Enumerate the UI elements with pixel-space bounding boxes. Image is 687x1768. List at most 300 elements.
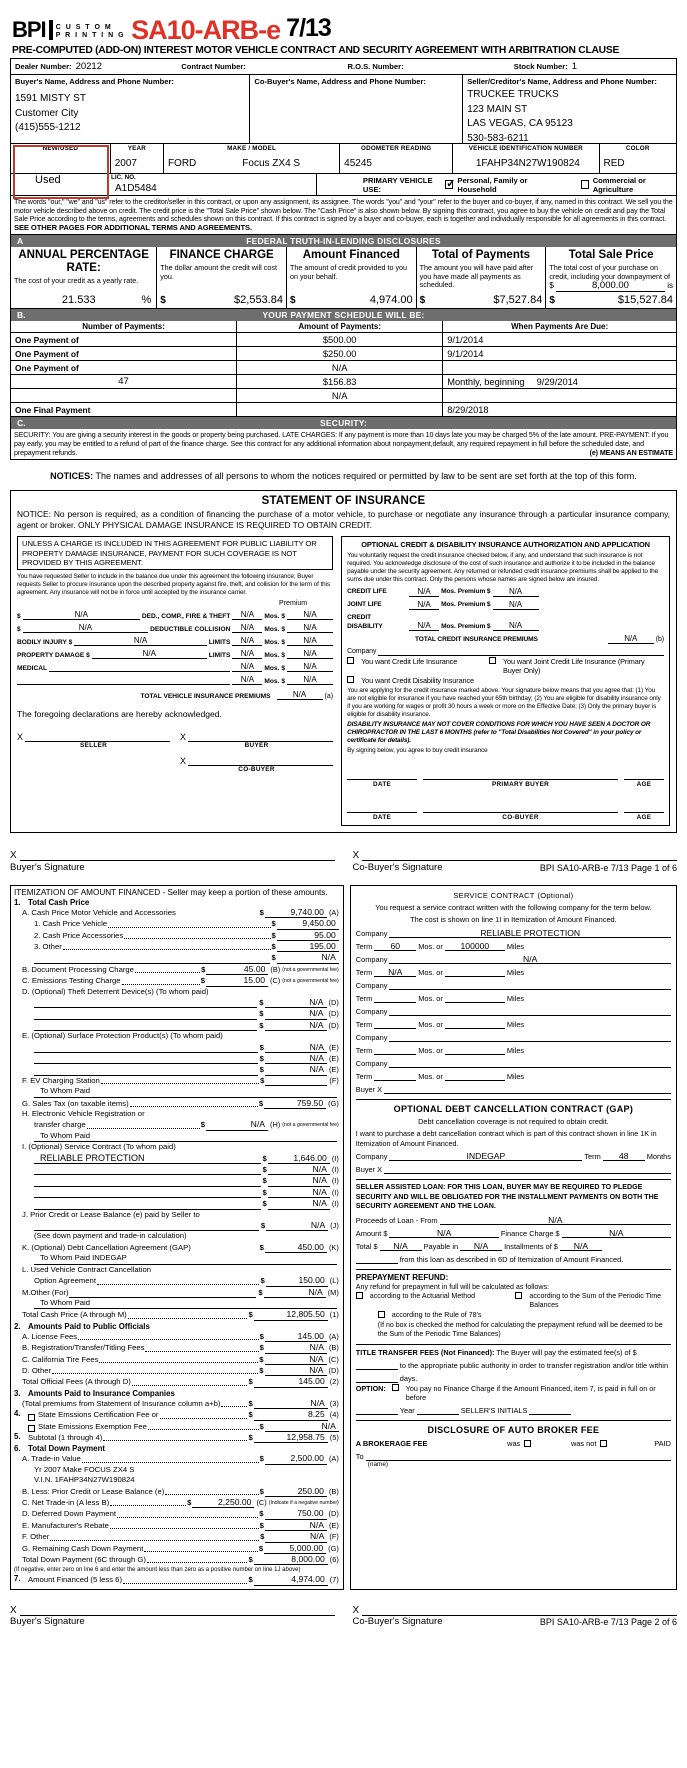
- line-suffix: (D): [328, 1009, 339, 1019]
- cobuyer2-line[interactable]: [423, 800, 618, 813]
- dollar-sign: $: [259, 1486, 264, 1496]
- dollar-sign: $: [200, 976, 205, 986]
- line-blank[interactable]: [34, 1166, 261, 1175]
- dollar-sign: $: [259, 1343, 264, 1353]
- line-amount[interactable]: 95.00: [277, 930, 339, 941]
- line-suffix: (A): [328, 907, 339, 917]
- sc-mos-label: Mos. or: [418, 967, 443, 977]
- contract-number-field[interactable]: [177, 62, 343, 71]
- line-amount[interactable]: 145.00: [254, 1376, 328, 1387]
- line-blank[interactable]: [34, 1044, 258, 1053]
- prepayment-option-1: [356, 1292, 671, 1310]
- sc-miles-value[interactable]: [445, 993, 505, 1003]
- sum-periodic-checkbox[interactable]: [515, 1292, 522, 1299]
- service-contract-title: [356, 890, 671, 900]
- section-3-items: [14, 1398, 339, 1409]
- sc-miles-value[interactable]: [445, 1019, 505, 1029]
- service-contract-rows: [356, 928, 671, 1081]
- sc-term-value[interactable]: N/A: [374, 967, 416, 977]
- dollar-sign: $: [248, 1432, 253, 1442]
- stock-number-field[interactable]: [510, 61, 676, 72]
- option-text: You pay no Finance Charge if the Amount Financed, item 7, is paid in full on or before: [405, 1384, 656, 1403]
- preamble-block: [10, 196, 677, 235]
- section-a-title: FEDERAL TRUTH-IN-LENDING DISCLOSURES: [246, 236, 441, 247]
- buyer-sig-line[interactable]: [20, 849, 335, 861]
- x-mark: X: [352, 1604, 360, 1616]
- itemization-line: [14, 1020, 339, 1031]
- company-value[interactable]: [378, 655, 664, 656]
- buyer-sig-caption: Buyer's Signature: [10, 1615, 85, 1627]
- section-b-bar: [10, 309, 677, 321]
- age2-block[interactable]: [624, 800, 664, 822]
- line-premium[interactable]: N/A: [287, 649, 333, 659]
- row-num: One Payment of: [11, 333, 237, 346]
- line-amount[interactable]: N/A: [277, 952, 339, 963]
- line-blank[interactable]: [34, 999, 257, 1008]
- sc-company-value[interactable]: [389, 1058, 671, 1068]
- joint-life-prem-label: Premium $: [457, 601, 491, 609]
- gap-term-value[interactable]: 48: [603, 1151, 645, 1161]
- line-premium[interactable]: N/A: [287, 623, 333, 633]
- title-days-value[interactable]: [356, 1373, 398, 1383]
- sc-buyer-sig[interactable]: [384, 1084, 671, 1094]
- row-due: 9/1/2014: [447, 348, 484, 359]
- amount-financed-desc: The amount of credit provided to you on your behalf.: [289, 263, 408, 281]
- title-days-label: days.: [399, 1374, 418, 1384]
- cobuyer2-block[interactable]: [423, 800, 618, 822]
- line-amount[interactable]: N/A: [74, 636, 206, 646]
- dot-leader: [165, 1487, 258, 1495]
- apr-cell: [11, 247, 157, 308]
- seller-block[interactable]: [463, 75, 676, 143]
- dollar-sign: $: [258, 1287, 263, 1297]
- broker-to-label: To: [355, 1452, 364, 1462]
- dot-leader: [123, 1576, 247, 1584]
- gap-buyer-line: [356, 1164, 671, 1174]
- section-4-wrap: [14, 1409, 339, 1432]
- actuarial-label: according to the Actuarial Method: [369, 1291, 476, 1300]
- dollar-sign: $: [259, 1365, 264, 1375]
- primary-buyer-block[interactable]: [423, 767, 618, 789]
- credit-disability-option-row: [347, 676, 664, 685]
- line-amount[interactable]: N/A: [265, 1064, 327, 1075]
- line-amount[interactable]: 150.00: [266, 1275, 328, 1286]
- line-term[interactable]: N/A: [232, 649, 262, 659]
- line-premium[interactable]: N/A: [287, 675, 333, 685]
- age2-line[interactable]: [624, 800, 664, 813]
- was-checkbox[interactable]: [524, 1440, 531, 1447]
- line-label: B. Document Processing Charge: [22, 964, 134, 974]
- credit-life-option-row: [347, 657, 664, 675]
- option-date-value[interactable]: [356, 1405, 398, 1415]
- section-2-title: Amounts Paid to Public Officials: [28, 1321, 150, 1331]
- bpi-logo: [12, 17, 125, 43]
- x-mark: X: [180, 732, 187, 743]
- joint-life-term[interactable]: N/A: [409, 600, 439, 610]
- line-blank[interactable]: [34, 1222, 259, 1231]
- line-amount[interactable]: [17, 684, 230, 685]
- line-amount[interactable]: 1,646.00: [268, 1153, 330, 1164]
- line-blank[interactable]: [34, 1011, 257, 1020]
- line-amount[interactable]: [49, 671, 230, 672]
- cobuyer-block[interactable]: [250, 75, 463, 143]
- line-label: L. Used Vehicle Contract Cancellation: [22, 1264, 152, 1274]
- line-label: F. Other: [22, 1532, 50, 1542]
- line-amount[interactable]: N/A: [265, 1020, 327, 1031]
- line-mos: Mos.: [264, 678, 280, 686]
- company-label: Company: [347, 648, 377, 656]
- cobuyer-signature-block[interactable]: [180, 753, 333, 773]
- custom-printing-label: C U S T O M P R I N T I N G: [55, 23, 126, 39]
- line-label: Amount Financed (5 less 6): [28, 1575, 123, 1585]
- age2-label: AGE: [636, 813, 652, 821]
- line-amount[interactable]: 15.00: [206, 975, 268, 986]
- line-amount[interactable]: 12,958.75: [254, 1432, 328, 1443]
- page1-buyer-sig[interactable]: [10, 849, 335, 873]
- dot-leader: [103, 1433, 247, 1441]
- line-amount[interactable]: N/A: [268, 1187, 330, 1198]
- dollar-sign: $: [248, 1398, 253, 1408]
- itemization-title: [14, 888, 339, 897]
- line-amount[interactable]: N/A: [265, 1008, 327, 1019]
- itemization-line: [14, 987, 339, 997]
- sc-company-value[interactable]: [389, 980, 671, 990]
- buyer-sig-line[interactable]: [188, 729, 333, 742]
- credit-disability-checkbox[interactable]: [347, 676, 354, 683]
- line-label: 1. Cash Price Vehicle: [34, 919, 108, 929]
- line-amount[interactable]: 8,000.00: [254, 1554, 328, 1565]
- sc-term-value[interactable]: [374, 1045, 416, 1055]
- primary-buyer-label: PRIMARY BUYER: [491, 781, 550, 789]
- sc-miles-value[interactable]: [445, 967, 505, 977]
- broker-to-line: [356, 1451, 671, 1461]
- sc-term-value[interactable]: [374, 1019, 416, 1029]
- line-blank[interactable]: [69, 1289, 257, 1298]
- page1-cobuyer-sig[interactable]: [353, 849, 678, 873]
- buyer-line-0: 1591 MISTY ST: [15, 93, 86, 104]
- rule78-checkbox[interactable]: [378, 1311, 385, 1318]
- seller-line-3: 530-583-6211: [467, 132, 529, 144]
- line-amount[interactable]: N/A: [206, 1119, 268, 1130]
- sc-miles-value[interactable]: 100000: [445, 941, 505, 951]
- sc-miles-value[interactable]: [445, 1071, 505, 1081]
- credit-disability-premium[interactable]: N/A: [493, 621, 539, 631]
- loan-tail-line: [356, 1254, 671, 1264]
- line-mos: Mos.: [264, 652, 280, 660]
- buyer-sig-line[interactable]: [20, 1604, 335, 1616]
- total-sale-price-title: Total Sale Price: [568, 249, 654, 262]
- broker-to-value[interactable]: [366, 1451, 671, 1461]
- total-payments-value-row: [420, 294, 543, 306]
- ros-number-field[interactable]: [344, 62, 510, 71]
- line-term[interactable]: N/A: [232, 610, 262, 620]
- total-sale-price-desc: The total cost of your purchase on credit, including your downpayment of: [549, 263, 670, 281]
- sc-miles-label: Miles: [506, 1045, 525, 1055]
- is-word: is: [667, 281, 673, 291]
- line-label: LIMITS: [208, 652, 231, 660]
- dollar-sign: $: [259, 1242, 264, 1252]
- line-blank[interactable]: [34, 1201, 261, 1210]
- loan-total-line: [356, 1241, 671, 1251]
- line-amount[interactable]: 250.00: [265, 1486, 327, 1497]
- line-checkbox[interactable]: [28, 1414, 35, 1421]
- option-year-value[interactable]: [417, 1405, 459, 1415]
- row-num: One Payment of: [11, 361, 237, 374]
- line-amount[interactable]: 12,805.50: [254, 1309, 328, 1320]
- line-amount[interactable]: N/A: [268, 1175, 330, 1186]
- date2-block[interactable]: [347, 800, 417, 822]
- total-sale-price-value-row: [549, 294, 673, 306]
- section-a-letter: A: [17, 236, 24, 247]
- gap-buyer-sig[interactable]: [384, 1164, 671, 1174]
- sc-term-value[interactable]: [374, 1071, 416, 1081]
- notices-line: [10, 471, 677, 481]
- line-suffix: (4): [329, 1410, 339, 1420]
- line-amount[interactable]: N/A: [254, 1398, 328, 1409]
- line-suffix: (D): [328, 1020, 339, 1030]
- line-label: G. Sales Tax (on taxable items): [22, 1098, 129, 1108]
- commercial-use-checkbox[interactable]: [581, 180, 589, 189]
- age-line[interactable]: [624, 767, 664, 780]
- section-5-wrap: [14, 1432, 339, 1443]
- dot-leader: [135, 965, 200, 973]
- section-3-title: Amounts Paid to Insurance Companies: [28, 1388, 175, 1398]
- option-checkbox[interactable]: [392, 1384, 399, 1391]
- dot-leader: [160, 1411, 248, 1419]
- buyer-block[interactable]: [11, 75, 250, 143]
- line-blank[interactable]: [34, 1189, 261, 1198]
- statement-of-insurance: [10, 490, 677, 832]
- installments-value[interactable]: N/A: [560, 1241, 602, 1251]
- line-term[interactable]: N/A: [232, 662, 262, 672]
- cobuyer-sig-line[interactable]: [362, 1604, 677, 1616]
- line-term[interactable]: N/A: [232, 636, 262, 646]
- sc-mos-label: Mos. or: [418, 1019, 443, 1029]
- total-payments-cell: [417, 247, 547, 308]
- insurance-line: [17, 662, 333, 672]
- line-amount[interactable]: 4,974.00: [254, 1574, 328, 1585]
- line-label: B. Registration/Transfer/Titling Fees: [22, 1343, 145, 1353]
- payable-value[interactable]: N/A: [460, 1241, 502, 1251]
- line-label: Total Down Payment (6C through G): [22, 1555, 146, 1565]
- cobuyer-sig-caption: CO-BUYER: [238, 766, 275, 774]
- line-amount[interactable]: N/A: [23, 610, 140, 620]
- actuarial-checkbox[interactable]: [356, 1292, 363, 1299]
- line-mos: Mos.: [264, 639, 280, 647]
- line-amount[interactable]: N/A: [268, 1164, 330, 1175]
- line-amount[interactable]: 8.25: [254, 1409, 328, 1420]
- primary-buyer-line[interactable]: [423, 767, 618, 780]
- insurance-line: [17, 649, 333, 659]
- seller-sig-line[interactable]: [25, 729, 170, 742]
- itemization-line: [14, 1198, 339, 1209]
- page2-buyer-sig[interactable]: [10, 1604, 335, 1627]
- soi-right-column: [341, 536, 670, 825]
- dollar-sign: $: [248, 1575, 253, 1585]
- line-amount[interactable]: N/A: [265, 1354, 327, 1365]
- line-amount[interactable]: 195.00: [277, 941, 339, 952]
- credit-life-term[interactable]: N/A: [409, 587, 439, 597]
- page2-cobuyer-sig[interactable]: [353, 1604, 678, 1627]
- loan-amount-value[interactable]: N/A: [389, 1228, 498, 1238]
- sc-miles-value[interactable]: [445, 1045, 505, 1055]
- line-blank[interactable]: [34, 1067, 258, 1076]
- date2-line[interactable]: [347, 800, 417, 813]
- dollar-sign: $: [262, 1176, 267, 1186]
- line-amount[interactable]: N/A: [92, 649, 207, 659]
- line-premium[interactable]: N/A: [287, 610, 333, 620]
- gap-term-label: Term: [584, 1152, 601, 1162]
- line-checkbox[interactable]: [28, 1425, 35, 1432]
- sc-company-value[interactable]: RELIABLE PROTECTION: [389, 928, 671, 938]
- credit-insurance-box: [341, 536, 670, 825]
- sellers-initials-value[interactable]: [529, 1405, 571, 1415]
- section-1-title: Total Cash Price: [28, 897, 90, 907]
- title-days-line: [356, 1373, 671, 1383]
- line-amount[interactable]: N/A: [268, 1198, 330, 1209]
- line-blank[interactable]: [34, 1055, 258, 1064]
- line-amount[interactable]: 5,000.00: [264, 1543, 326, 1554]
- line-label: (Total premiums from Statement of Insurance column a+b): [22, 1398, 221, 1408]
- finance-charge-value: $2,553.84: [234, 294, 283, 307]
- loan-total-value[interactable]: N/A: [380, 1241, 422, 1251]
- personal-use-checkbox[interactable]: [445, 180, 453, 189]
- line-amount[interactable]: N/A: [265, 1365, 327, 1376]
- line-blank[interactable]: [34, 1178, 261, 1187]
- table-row: [10, 361, 677, 375]
- sc-company-value[interactable]: [389, 1006, 671, 1016]
- line-amount[interactable]: N/A: [265, 1421, 339, 1432]
- itemization-line: [14, 1275, 339, 1286]
- credit-life-option: You want Credit Life Insurance: [361, 657, 458, 667]
- page1-page-ref: BPI SA10-ARB-e 7/13 Page 1 of 6: [539, 862, 677, 873]
- dollar-sign: $: [262, 1187, 267, 1197]
- proceeds-value[interactable]: N/A: [440, 1215, 671, 1225]
- was-not-checkbox[interactable]: [600, 1440, 607, 1447]
- dollar-sign: $: [262, 1165, 267, 1175]
- company-line: [347, 647, 664, 656]
- seller-signature-block[interactable]: [17, 729, 170, 749]
- itemization-line: [14, 1008, 339, 1019]
- line-amount[interactable]: 450.00: [265, 1242, 327, 1253]
- section-5-num: 5.: [14, 1431, 21, 1441]
- line-amount[interactable]: 45.00: [206, 964, 268, 975]
- credit-life-mos: Mos.: [441, 588, 456, 596]
- sc-company-value[interactable]: [389, 1032, 671, 1042]
- buyer-signature-block[interactable]: [180, 729, 333, 749]
- odometer-value: 45245: [340, 153, 453, 173]
- line-suffix: (1): [329, 1310, 339, 1320]
- credit-life-checkbox[interactable]: [347, 657, 354, 664]
- cobuyer-signature-row: [17, 753, 333, 773]
- line-label-named[interactable]: RELIABLE PROTECTION: [34, 1153, 261, 1164]
- gap-company-value[interactable]: INDEGAP: [389, 1151, 582, 1161]
- line-amount[interactable]: N/A: [23, 623, 148, 633]
- line-suffix: (I): [331, 1165, 339, 1175]
- bpi-logo-text: BPI: [12, 17, 46, 42]
- itemization-line: [14, 1554, 339, 1565]
- line-suffix: (D): [328, 1509, 339, 1519]
- dealer-number-field[interactable]: [11, 61, 177, 72]
- total-credit-label: TOTAL CREDIT INSURANCE PREMIUMS: [414, 635, 538, 643]
- line-amount[interactable]: N/A: [265, 1053, 327, 1064]
- signing-note: By signing below, you agree to buy credit insurance: [347, 747, 488, 755]
- line-amount[interactable]: N/A: [265, 997, 327, 1008]
- line-amount[interactable]: 2,250.00: [192, 1497, 254, 1508]
- line-amount[interactable]: 9,740.00: [265, 907, 327, 918]
- line-amount[interactable]: N/A: [265, 1042, 327, 1053]
- line-amount[interactable]: N/A: [265, 1531, 327, 1542]
- itemization-line: [14, 1331, 339, 1342]
- itemization-line: [28, 1409, 339, 1420]
- joint-life-checkbox[interactable]: [489, 657, 496, 664]
- title-fee-value[interactable]: [356, 1360, 398, 1370]
- line-amount[interactable]: 145.00: [265, 1331, 327, 1342]
- line-amount[interactable]: 750.00: [265, 1508, 327, 1519]
- line-label: I. (Optional) Service Contract (To whom paid): [22, 1142, 176, 1152]
- line-blank[interactable]: [34, 1022, 257, 1031]
- line-amount[interactable]: N/A: [266, 1220, 328, 1231]
- line-amount[interactable]: 759.50: [264, 1098, 326, 1109]
- joint-life-premium[interactable]: N/A: [493, 600, 539, 610]
- credit-cobuyer-row: [347, 800, 664, 822]
- credit-disability-term[interactable]: N/A: [409, 621, 439, 631]
- line-term[interactable]: N/A: [232, 675, 262, 685]
- finance-charge-value[interactable]: N/A: [562, 1228, 671, 1238]
- notices-label: NOTICES:: [50, 471, 94, 482]
- line-premium[interactable]: N/A: [287, 636, 333, 646]
- table-row: [10, 375, 677, 389]
- line-label: transfer charge: [34, 1120, 86, 1130]
- line-amount[interactable]: N/A: [265, 1342, 327, 1353]
- sc-term-value[interactable]: [374, 993, 416, 1003]
- dollar-sign: $: [259, 1053, 264, 1063]
- line-amount[interactable]: 9,450.00: [277, 918, 339, 929]
- section-2-items: [14, 1331, 339, 1388]
- line-amount[interactable]: N/A: [264, 1287, 326, 1298]
- credit-life-premium[interactable]: N/A: [493, 587, 539, 597]
- cobuyer-sig-line[interactable]: [362, 849, 677, 861]
- itemization-line: [14, 1543, 339, 1554]
- credit-row: [347, 587, 664, 597]
- line-term[interactable]: N/A: [232, 623, 262, 633]
- line-amount[interactable]: 2,500.00: [265, 1453, 327, 1464]
- dollar-sign: $: [271, 941, 276, 951]
- cobuyer-sig-line[interactable]: [188, 753, 333, 766]
- dollar-sign: $: [259, 1454, 264, 1464]
- was-not-label: was not: [570, 1439, 597, 1449]
- table-row: [10, 403, 677, 417]
- sc-company-label: Company: [355, 980, 388, 990]
- line-amount[interactable]: N/A: [265, 1520, 327, 1531]
- date-line[interactable]: [347, 767, 417, 780]
- loan-tail-blank[interactable]: [356, 1254, 398, 1264]
- sc-term-label: Term: [355, 967, 373, 977]
- row-due: 9/1/2014: [447, 334, 484, 345]
- date-block[interactable]: [347, 767, 417, 789]
- line-suffix: (C): [328, 1354, 339, 1364]
- sc-term-value[interactable]: 60: [374, 941, 416, 951]
- dot-leader: [110, 1521, 259, 1529]
- line-suffix: (J): [330, 1221, 339, 1231]
- dot-leader: [99, 1355, 258, 1363]
- line-premium[interactable]: N/A: [287, 662, 333, 672]
- age-block[interactable]: [624, 767, 664, 789]
- line-blank[interactable]: [34, 955, 270, 964]
- sc-company-value[interactable]: N/A: [389, 954, 671, 964]
- proceeds-line: [356, 1215, 671, 1225]
- credit-disability-mos: Mos.: [441, 622, 456, 630]
